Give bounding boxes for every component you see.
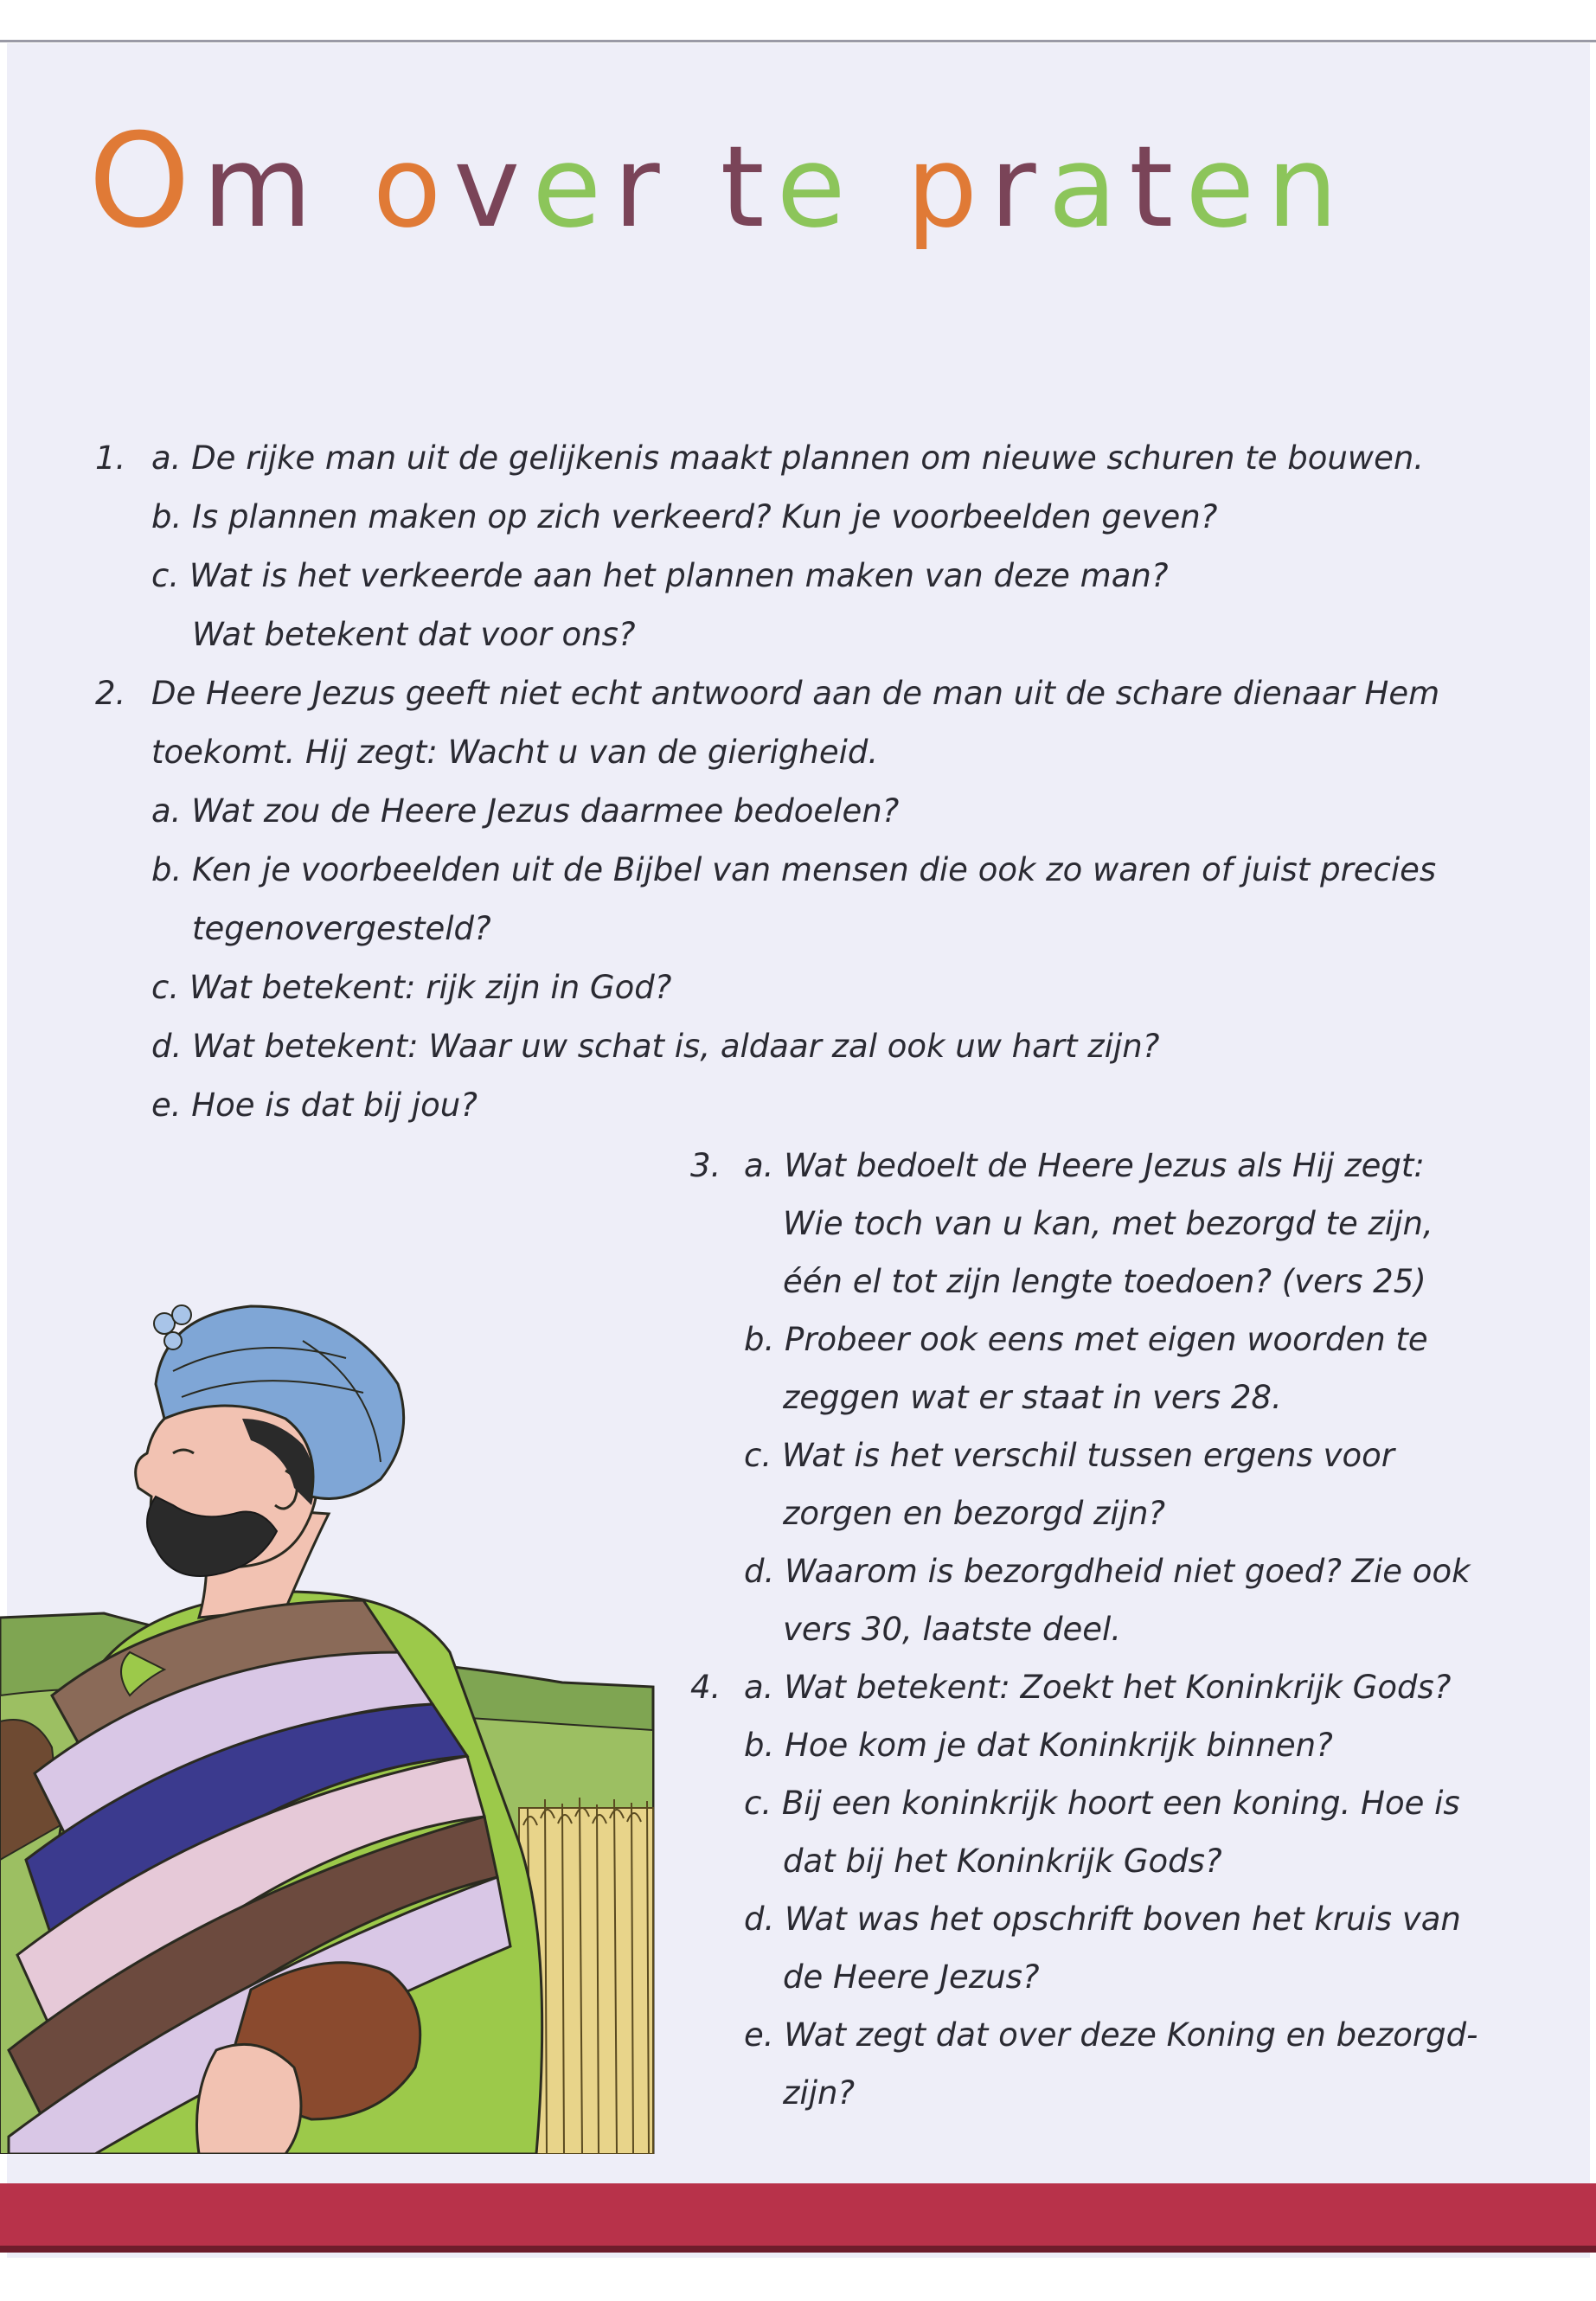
question-3b-cont: zeggen wat er staat in vers 28. [783,1379,1282,1416]
question-4e: e. Wat zegt dat over deze Koning en bezorgd- [744,2016,1478,2054]
bottom-band [0,2183,1596,2253]
title-word-over [373,121,672,253]
title-letter: e [776,121,858,253]
title-letter: a [1048,121,1130,253]
question-1a: a. De rijke man uit de gelijkenis maakt plannen om nieuwe schuren te bouwen. [151,439,1425,477]
title-letter: m [202,121,324,253]
question-3d-cont: vers 30, laatste deel. [783,1611,1122,1648]
page-title [88,106,1350,257]
question-1c: c. Wat is het verkeerde aan het plannen maken van deze man? [151,557,1169,594]
title-letter: o [372,121,454,253]
question-2-intro: De Heere Jezus geeft niet echt antwoord aan de man uit de schare dienaar Hem [151,675,1440,712]
title-letter: e [532,121,614,253]
question-1b: b. Is plannen maken op zich verkeerd? Kun je voorbeelden geven? [151,498,1218,535]
question-2-intro-cont: toekomt. Hij zegt: Wacht u van de gierigheid. [151,734,879,771]
question-4c: c. Bij een koninkrijk hoort een koning. Hoe is [744,1785,1460,1822]
question-3a-cont-2: één el tot zijn lengte toedoen? (vers 25) [783,1263,1426,1300]
question-3a: a. Wat bedoelt de Heere Jezus als Hij zegt: [744,1147,1425,1184]
title-letter: e [1185,121,1267,253]
question-4b: b. Hoe kom je dat Koninkrijk binnen? [744,1727,1333,1764]
question-1c-cont: Wat betekent dat voor ons? [192,616,636,653]
question-4a: a. Wat betekent: Zoekt het Koninkrijk Gods? [744,1669,1452,1706]
question-1-number: 1. [95,439,126,477]
title-word-te [721,121,858,253]
title-letter: n [1266,121,1350,253]
question-3b: b. Probeer ook eens met eigen woorden te [744,1321,1428,1358]
question-4d-cont: de Heere Jezus? [783,1958,1040,1996]
question-4-number: 4. [690,1669,721,1706]
title-letter: p [906,121,990,253]
question-2e: e. Hoe is dat bij jou? [151,1086,478,1124]
title-letter: t [720,121,777,253]
question-2-number: 2. [95,675,126,712]
question-3c-cont: zorgen en bezorgd zijn? [783,1495,1166,1532]
question-2c: c. Wat betekent: rijk zijn in God? [151,969,672,1006]
title-word-praten [907,121,1350,253]
top-rule [0,40,1596,42]
rich-man-illustration [0,1289,666,2154]
question-3-number: 3. [690,1147,721,1184]
bottom-band-edge [0,2246,1596,2253]
title-word-om [88,106,324,257]
question-2b: b. Ken je voorbeelden uit de Bijbel van mensen die ook zo waren of juist precies [151,851,1437,888]
title-letter: O [88,106,203,257]
title-letter: r [990,121,1048,253]
hand [197,2044,302,2154]
title-letter: r [613,121,672,253]
question-2d: d. Wat betekent: Waar uw schat is, aldaar zal ook uw hart zijn? [151,1028,1160,1065]
title-letter: t [1129,121,1186,253]
question-2b-cont: tegenovergesteld? [192,910,491,947]
title-letter: v [453,121,533,253]
question-4e-cont: zijn? [783,2074,856,2112]
question-3d: d. Waarom is bezorgdheid niet goed? Zie ook [744,1553,1471,1590]
question-2a: a. Wat zou de Heere Jezus daarmee bedoelen? [151,792,900,830]
question-3c: c. Wat is het verschil tussen ergens voor [744,1437,1395,1474]
question-4c-cont: dat bij het Koninkrijk Gods? [783,1843,1222,1880]
question-4d: d. Wat was het opschrift boven het kruis van [744,1900,1461,1938]
question-3a-cont-1: Wie toch van u kan, met bezorgd te zijn, [783,1205,1433,1242]
